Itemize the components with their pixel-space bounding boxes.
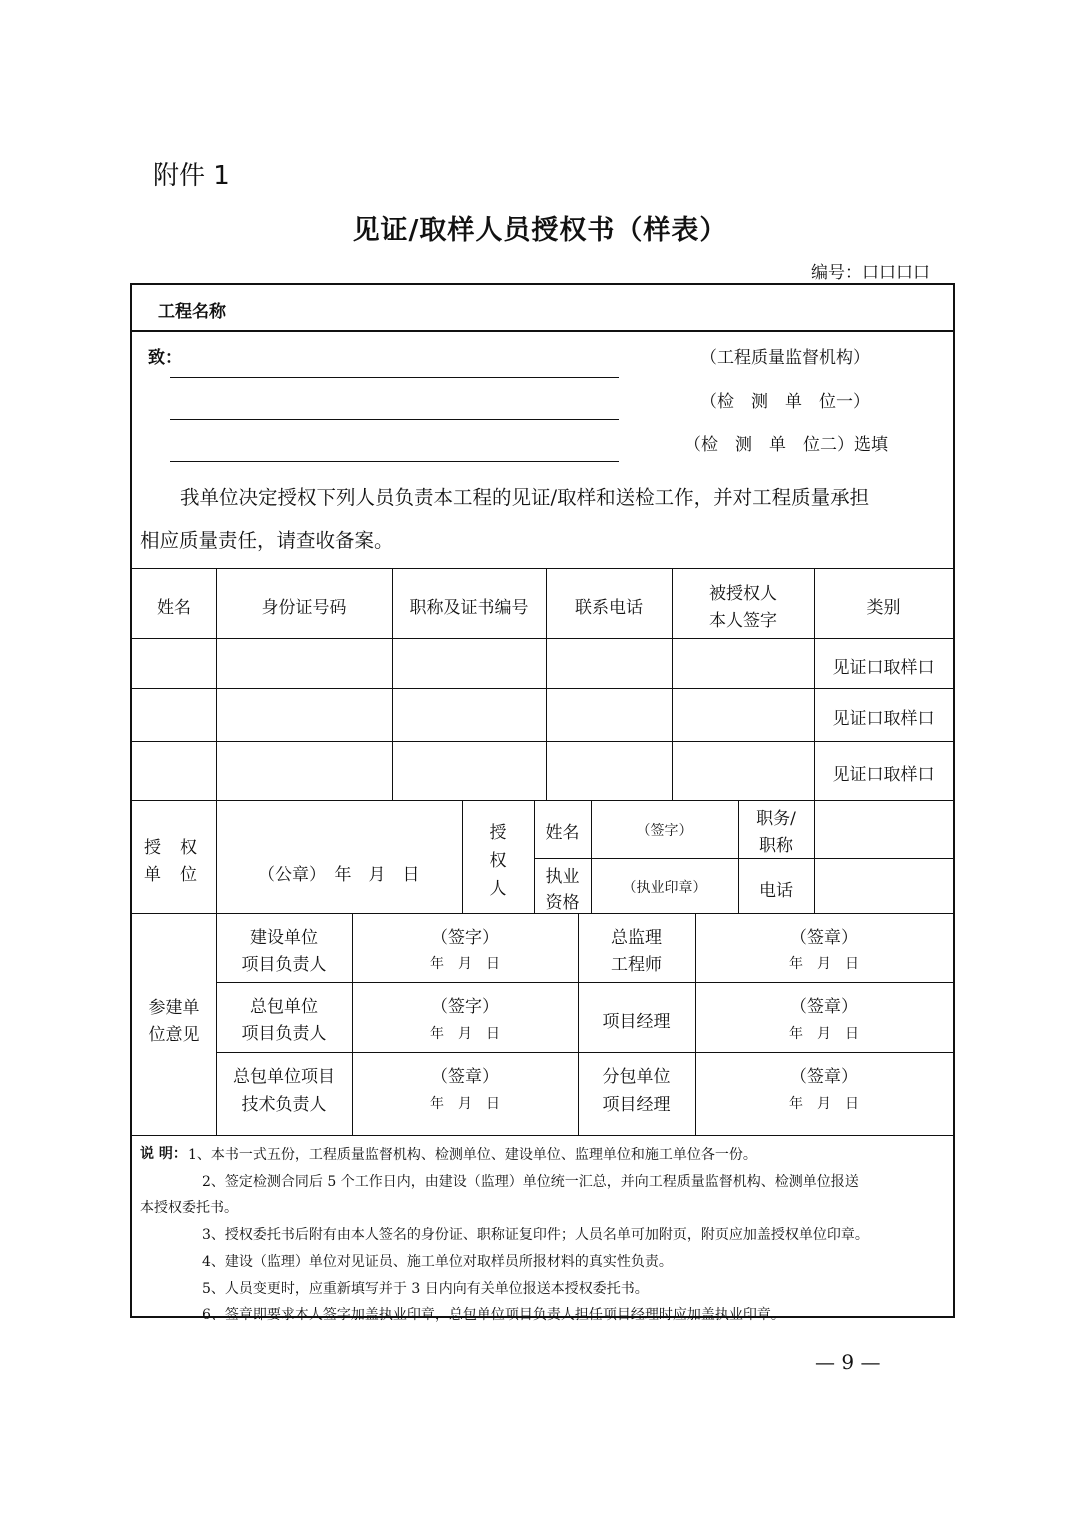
document-title: 见证/取样人员授权书（样表） — [352, 215, 728, 246]
notes-label — [140, 1143, 187, 1163]
opinion-row-1-right-date: 年 月 日 — [789, 956, 859, 972]
opinion-row-3-left-label-1: 总包单位项目 — [233, 1067, 335, 1087]
opinion-row-3-right-label-1: 分包单位 — [602, 1067, 671, 1087]
row-line — [132, 741, 953, 742]
authorizing-unit-label-1: 授 权 — [144, 838, 198, 858]
auth-phone-label: 电话 — [759, 881, 793, 901]
opinion-row-1-left-label-2: 项目负责人 — [241, 955, 327, 975]
row-line — [132, 638, 953, 639]
authorized-person-label-3: 人 — [489, 879, 507, 899]
header-authorized-person: 被授权人 — [709, 584, 777, 604]
row-line — [132, 913, 953, 914]
authorized-person-label-1: 授 — [489, 823, 507, 843]
opinion-row-3-right-label-2: 项目经理 — [602, 1095, 671, 1115]
category-checkbox-row-3[interactable]: 见证口取样口 — [832, 765, 935, 785]
recipient-line-1[interactable] — [170, 377, 619, 378]
opinion-row-2-left-label-1: 总包单位 — [250, 997, 318, 1017]
opinion-row-2-left-date: 年 月 日 — [430, 1026, 500, 1042]
note-2b: 本授权委托书。 — [140, 1200, 238, 1216]
authorized-person-label-2: 权 — [489, 851, 507, 871]
opinion-row-2-right-label-1: 项目经理 — [602, 1012, 671, 1032]
opinion-row-2-left-hint: （签字） — [431, 997, 499, 1017]
opinion-row-2-right-hint: （签章） — [790, 997, 858, 1017]
row-line — [534, 858, 953, 859]
header-name: 姓名 — [157, 598, 191, 618]
recipient-option-3: （检 测 单 位二）选填 — [684, 435, 888, 455]
opinion-row-2-right-date: 年 月 日 — [789, 1026, 859, 1042]
row-line — [132, 1135, 953, 1136]
auth-name-label: 姓名 — [545, 823, 580, 843]
opinion-row-3-right-date: 年 月 日 — [789, 1096, 859, 1112]
auth-signature-hint: （签字） — [636, 823, 693, 839]
opinion-label-1: 参建单 — [148, 998, 200, 1018]
attachment-label: 附件 1 — [153, 161, 230, 191]
row-line — [132, 688, 953, 689]
project-name-label: 工程名称 — [158, 302, 226, 322]
opinion-row-1-left-hint: （签字） — [431, 928, 499, 948]
to-label: 致： — [148, 348, 182, 368]
divider — [132, 568, 953, 569]
authorizing-unit-label-2: 单 位 — [144, 865, 198, 885]
note-4: 4、建设（监理）单位对见证员、施工单位对取样员所报材料的真实性负责。 — [202, 1254, 673, 1270]
note-6: 6、签章即要求本人签字加盖执业印章，总包单位项目负责人担任项目经理时应加盖执业印章。 — [202, 1307, 785, 1323]
opinion-row-1-left-date: 年 月 日 — [430, 956, 500, 972]
note-2a: 2、签定检测合同后 5 个工作日内，由建设（监理）单位统一汇总，并向工程质量监督机构、检测单位报送 — [202, 1174, 859, 1190]
opinion-row-2-left-label-2: 项目负责人 — [241, 1024, 327, 1044]
notes-label-colon: ： — [172, 1146, 187, 1162]
opinion-label-2: 位意见 — [148, 1025, 200, 1045]
divider — [132, 330, 953, 332]
notes-label-text: 说 明 — [140, 1146, 173, 1162]
recipient-option-2: （检 测 单 位一） — [700, 392, 870, 412]
position-label-2: 职称 — [759, 836, 793, 856]
header-id-number: 身份证号码 — [261, 598, 347, 618]
recipient-line-3[interactable] — [170, 461, 619, 462]
statement-line-1: 我单位决定授权下列人员负责本工程的见证/取样和送检工作，并对工程质量承担 — [180, 486, 870, 509]
note-3: 3、授权委托书后附有由本人签名的身份证、职称证复印件；人员名单可加附页，附页应加盖授权单位印章。 — [202, 1227, 869, 1243]
row-line — [216, 1052, 953, 1053]
qualification-label-2: 资格 — [545, 893, 580, 913]
serial-number: 编号：口口口口 — [811, 263, 930, 283]
page-number: — 9 — — [815, 1350, 881, 1374]
col-line — [814, 800, 815, 913]
header-phone: 联系电话 — [575, 598, 643, 618]
opinion-row-3-left-label-2: 技术负责人 — [241, 1095, 327, 1115]
row-line — [132, 800, 953, 801]
recipient-option-1: （工程质量监督机构） — [700, 348, 870, 368]
official-seal-date: （公章） 年 月 日 — [258, 865, 420, 885]
opinion-row-3-right-hint: （签章） — [790, 1067, 858, 1087]
opinion-row-1-right-label-2: 工程师 — [611, 955, 662, 975]
qualification-label-1: 执业 — [545, 867, 580, 887]
opinion-row-3-left-date: 年 月 日 — [430, 1096, 500, 1112]
header-self-signature: 本人签字 — [709, 611, 777, 631]
authorization-form — [130, 283, 955, 1323]
recipient-line-2[interactable] — [170, 419, 619, 420]
opinion-row-1-right-hint: （签章） — [790, 928, 858, 948]
note-5: 5、人员变更时，应重新填写并于 3 日内向有关单位报送本授权委托书。 — [202, 1281, 649, 1297]
opinion-row-1-left-label-1: 建设单位 — [250, 928, 318, 948]
category-checkbox-row-1[interactable]: 见证口取样口 — [832, 658, 935, 678]
statement-line-2: 相应质量责任，请查收备案。 — [140, 529, 394, 552]
note-1: 1、本书一式五份，工程质量监督机构、检测单位、建设单位、监理单位和施工单位各一份。 — [188, 1147, 757, 1163]
practice-seal-hint: （执业印章） — [622, 880, 707, 896]
opinion-row-3-left-hint: （签章） — [431, 1067, 499, 1087]
category-checkbox-row-2[interactable]: 见证口取样口 — [832, 709, 935, 729]
position-label-1: 职务/ — [756, 809, 796, 829]
header-category: 类别 — [866, 598, 901, 618]
opinion-row-1-right-label-1: 总监理 — [611, 928, 662, 948]
row-line — [216, 982, 953, 983]
header-title-cert: 职称及证书编号 — [409, 598, 529, 618]
